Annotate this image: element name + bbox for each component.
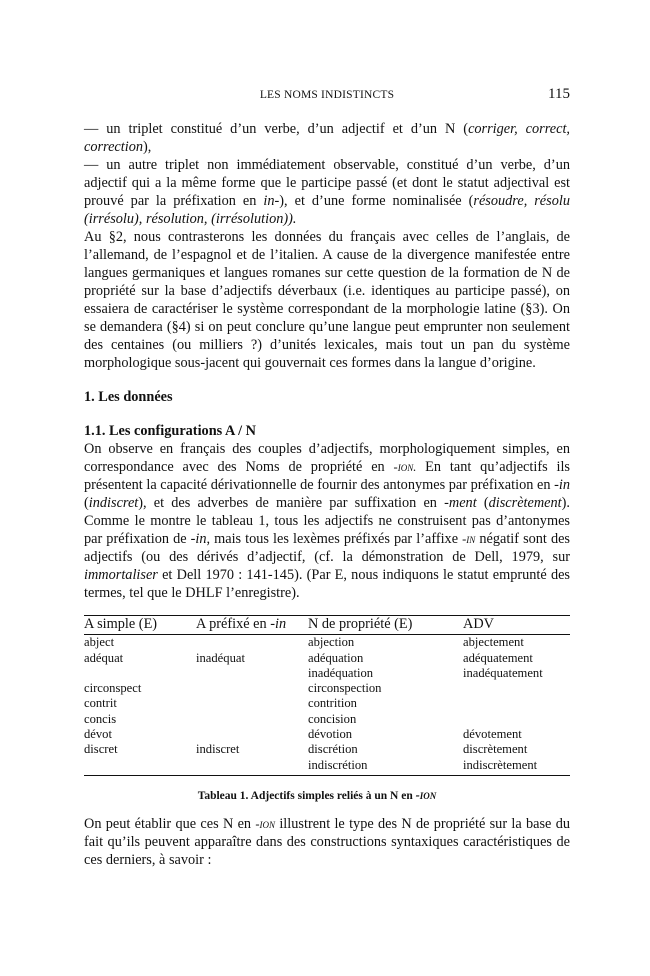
paragraph-configurations: On observe en français des couples d’adjectifs, morphologiquement simples, en correspondance avec des Noms de propriété en -ion. En tant qu’adjectifs ils présentent la capacité dérivationnelle de fournir des antonymes par préfixation en -in (indiscret), et des adverbes de manière par suffixation en -ment (discrètement). Comme le montre le tableau 1, tous les adjectifs ne construisent pas d’antonymes par préfixation de -in, mais tous les lexèmes préfixés par l’affixe -in négatif sont des adjectifs (ou des dérivés d’adjectif, (cf. la démonstration de Dell, 1979, sur immortaliser et Dell 1970 : 141-145). (Par E, nous indiquons le statut emprunté des termes, tel que le DHLF l’enregistre). — [84, 441, 570, 601]
list-item: — un triplet constitué d’un verbe, d’un adjectif et d’un N (corriger, correct, correction), — [84, 121, 570, 155]
table-row — [84, 758, 570, 776]
page-number: 115 — [548, 86, 570, 102]
table-cell — [463, 712, 570, 727]
page-header — [84, 86, 570, 104]
table-cell: circonspect — [84, 681, 142, 696]
intro-paragraph: Au §2, nous contrasterons les données du français avec celles de l’anglais, de l’allemand, de l’espagnol et de l’italien. A cause de la divergence manifestée entre langues germaniques et langues romanes sur cette question de la formation de N de propriété sur la base d’adjectifs déverbaux (i.e. identiques au participe passé), on essaiera de caractériser le système correspondant de la morphologie latine (§3). On se demandera (§4) si on peut conclure qu’une langue peut emprunter non seulement des centaines (ou milliers ?) d’unités lexicales, mais tout un pan du système morphologique sous-jacent qui gouvernait ces formes dans la langue d’origine. — [84, 229, 570, 371]
table-row — [84, 696, 570, 711]
table-cell: indiscrètement — [463, 758, 570, 776]
subsection-heading: 1.1. Les configurations A / N — [84, 423, 256, 439]
table-cell: abjection — [308, 635, 355, 650]
list-item: — un autre triplet non immédiatement observable, constitué d’un verbe, d’un adjectif qui a la même forme que le participe passé (et dont le statut adjectival est prouvé par la préfixation en in-), et d’une forme nominalisée (résoudre, résolu (irrésolu), résolution, (irrésolution)). — [84, 157, 570, 227]
table-row — [84, 651, 570, 666]
table-cell: dévotion — [308, 727, 353, 742]
table-cell: contrit — [84, 696, 117, 711]
table-row — [84, 712, 570, 727]
running-title: LES NOMS INDISTINCTS — [259, 89, 395, 101]
table-cell: indiscrétion — [308, 758, 463, 776]
table-cell — [196, 696, 308, 711]
table-cell — [196, 635, 308, 651]
table-cell — [84, 666, 196, 681]
column-header: A préfixé en -in — [196, 616, 308, 635]
table-cell: inadéquat — [196, 650, 245, 665]
table-cell — [84, 758, 196, 776]
table-cell — [463, 681, 570, 696]
table-cell: indiscret — [196, 742, 240, 757]
table-cell: circonspection — [308, 681, 382, 696]
table-cell: concis — [84, 711, 117, 726]
table-cell: contrition — [308, 696, 357, 711]
table-cell — [196, 758, 308, 776]
table-cell: inadéquatement — [463, 665, 543, 680]
table-cell — [463, 696, 570, 711]
table-cell — [196, 712, 308, 727]
table-row — [84, 727, 570, 742]
table-cell: dévotement — [463, 727, 522, 742]
column-header: ADV — [463, 616, 570, 635]
table-cell: discrètement — [463, 742, 528, 757]
table-cell: inadéquation — [308, 665, 374, 680]
table-row — [84, 666, 570, 681]
section-heading: 1. Les données — [84, 389, 173, 405]
paragraph-conclusion: On peut établir que ces N en -ion illustrent le type des N de propriété sur la base du fait qu’ils peuvent apparaître dans des constructions syntaxiques caractéristiques de ces derniers, à savoir : — [84, 815, 570, 868]
body-text — [84, 120, 570, 869]
table-cell — [196, 666, 308, 681]
table-row — [84, 681, 570, 696]
table-row — [84, 635, 570, 651]
table-cell: discret — [84, 742, 118, 757]
table-header-row — [84, 616, 570, 635]
table-cell: adéquatement — [463, 650, 533, 665]
table-caption: Tableau 1. Adjectifs simples reliés à un N en -ion — [197, 787, 437, 802]
table-cell: concision — [308, 711, 357, 726]
table-cell: discrétion — [308, 742, 358, 757]
table-cell: adéquation — [308, 650, 364, 665]
table-cell — [196, 681, 308, 696]
table-cell: dévot — [84, 727, 112, 742]
table-cell: adéquat — [84, 650, 124, 665]
adjectives-table — [84, 615, 570, 776]
table-row — [84, 742, 570, 757]
table-cell: abject — [84, 635, 115, 650]
column-header: A simple (E) — [84, 616, 196, 635]
table-cell — [196, 727, 308, 742]
column-header: N de propriété (E) — [308, 616, 463, 635]
table-cell: abjectement — [463, 635, 524, 650]
